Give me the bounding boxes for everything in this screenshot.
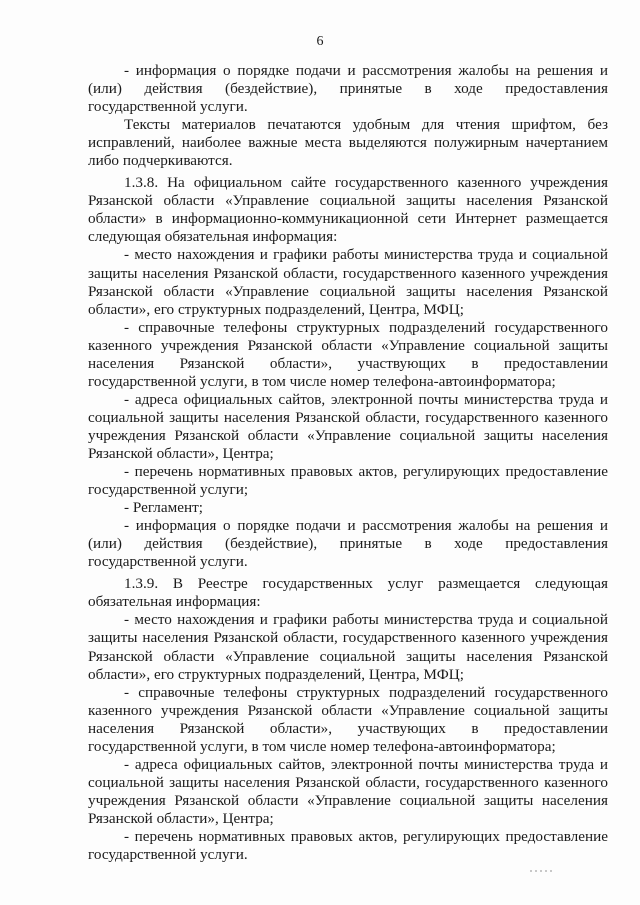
paragraph-section-1-3-9: 1.3.9. В Реестре государственных услуг размещается следующая обязательная информация: bbox=[88, 575, 608, 611]
paragraph-section-1-3-8: 1.3.8. На официальном сайте государственного казенного учреждения Рязанской области «Управление социальной защиты населения Рязанской области» в информационно-коммуникационной сети Интернет размещается следующая обязательная информация: bbox=[88, 174, 608, 246]
page-number: 6 bbox=[316, 34, 324, 49]
list-item-complaint-info: - информация о порядке подачи и рассмотрения жалобы на решения и (или) действия (бездействие), принятые в ходе предоставления государственной услуги. bbox=[88, 517, 608, 571]
list-item-reference-phones-registry: - справочные телефоны структурных подразделений государственного казенного учреждения Рязанской области «Управление социальной защиты населения Рязанской области», участвующих в предоставлении государственной услуги, в том числе номер телефона-автоинформатора; bbox=[88, 683, 608, 755]
document-body bbox=[88, 62, 608, 864]
list-item-website-addresses: - адреса официальных сайтов, электронной почты министерства труда и социальной защиты населения Рязанской области, государственного казенного учреждения Рязанской области «Управление социальной защиты населения Рязанской области», Центра; bbox=[88, 390, 608, 462]
list-item-legal-acts-registry: - перечень нормативных правовых актов, регулирующих предоставление государственной услуги. bbox=[88, 827, 608, 864]
list-item-legal-acts: - перечень нормативных правовых актов, регулирующих предоставление государственной услуги; bbox=[88, 463, 608, 499]
list-item-website-addresses-registry: - адреса официальных сайтов, электронной почты министерства труда и социальной защиты населения Рязанской области, государственного казенного учреждения Рязанской области «Управление социальной защиты населения Рязанской области», Центра; bbox=[88, 755, 608, 827]
paragraph-text-formatting: Тексты материалов печатаются удобным для чтения шрифтом, без исправлений, наиболее важные места выделяются полужирным начертанием либо подчеркиваются. bbox=[88, 116, 608, 170]
list-item-location-schedule: - место нахождения и графики работы министерства труда и социальной защиты населения Рязанской области, государственного казенного учреждения Рязанской области «Управление социальной защиты населения Рязанской области», его структурных подразделений, Центра, МФЦ; bbox=[88, 246, 608, 318]
scan-artifact bbox=[530, 870, 552, 872]
list-item-regulation: - Регламент; bbox=[124, 499, 203, 517]
paragraph-complaint-info: - информация о порядке подачи и рассмотрения жалобы на решения и (или) действия (бездействие), принятые в ходе предоставления государственной услуги. bbox=[88, 62, 608, 116]
list-item-location-schedule-registry: - место нахождения и графики работы министерства труда и социальной защиты населения Рязанской области, государственного казенного учреждения Рязанской области «Управление социальной защиты населения Рязанской области», его структурных подразделений, Центра, МФЦ; bbox=[88, 611, 608, 683]
list-item-reference-phones: - справочные телефоны структурных подразделений государственного казенного учреждения Рязанской области «Управление социальной защиты населения Рязанской области», участвующих в предоставлении государственной услуги, в том числе номер телефона-автоинформатора; bbox=[88, 318, 608, 390]
